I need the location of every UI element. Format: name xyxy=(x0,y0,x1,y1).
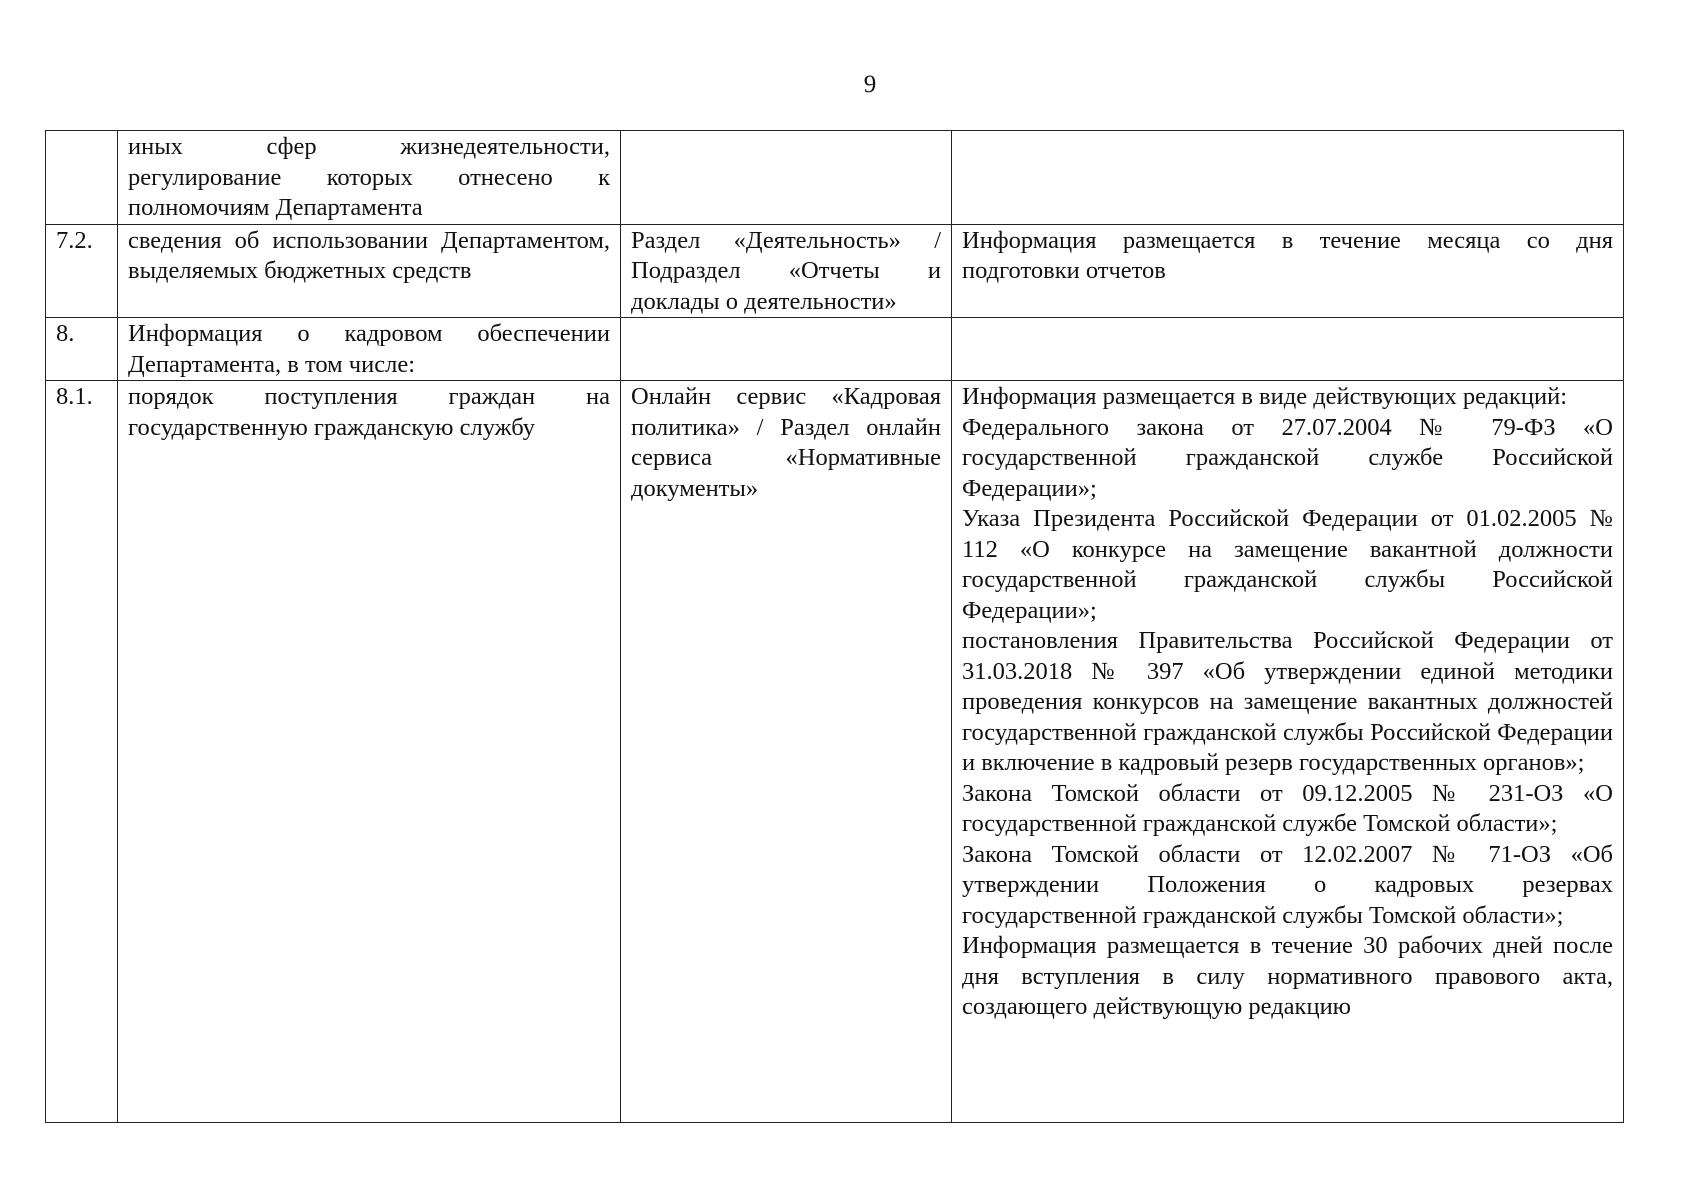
row-location-cell xyxy=(621,131,952,225)
terms-paragraph: Закона Томской области от 09.12.2005 № 231-ОЗ «О государственной гражданской службе Томской области»; xyxy=(962,779,1613,837)
page-number: 9 xyxy=(863,71,877,98)
row-description-cell: сведения об использовании Департаментом, выделяемых бюджетных средств xyxy=(118,224,621,318)
table-row xyxy=(46,131,1624,225)
row-location-cell xyxy=(621,318,952,381)
disclosure-table xyxy=(45,130,1624,1123)
terms-paragraph: Указа Президента Российской Федерации от 01.02.2005 № 112 «О конкурсе на замещение вакантной должности государственной гражданской службы Российской Федерации»; xyxy=(962,505,1613,624)
row-description-cell: иных сфер жизнедеятельности, регулирование которых отнесено к полномочиям Департамента xyxy=(118,131,621,225)
table-row xyxy=(46,318,1624,381)
terms-paragraph: Федерального закона от 27.07.2004 № 79-ФЗ «О государственной гражданской службе Российской Федерации»; xyxy=(962,413,1613,502)
row-number-cell xyxy=(46,131,118,225)
terms-paragraph: Информация размещается в течение 30 рабочих дней после дня вступления в силу нормативного правового акта, создающего действующую редакцию xyxy=(962,932,1613,1020)
terms-paragraph: постановления Правительства Российской Федерации от 31.03.2018 № 397 «Об утверждении единой методики проведения конкурсов на замещение вакантных должностей государственной гражданской службы Российской Федерации и включение в кадровый резерв государственных органов»; xyxy=(962,627,1613,776)
row-location-cell: Раздел «Деятельность» / Подраздел «Отчеты и доклады о деятельности» xyxy=(621,224,952,318)
row-terms-cell xyxy=(952,318,1624,381)
terms-paragraph: Информация размещается в течение месяца со дня подготовки отчетов xyxy=(962,226,1613,284)
row-terms-cell xyxy=(952,224,1624,318)
table-row xyxy=(46,224,1624,318)
row-terms-cell xyxy=(952,131,1624,225)
row-description-cell: Информация о кадровом обеспечении Департамента, в том числе: xyxy=(118,318,621,381)
row-location-cell: Онлайн сервис «Кадровая политика» / Раздел онлайн сервиса «Нормативные документы» xyxy=(621,381,952,1123)
row-number-cell: 8.1. xyxy=(46,381,118,1123)
table-row xyxy=(46,381,1624,1123)
row-number-cell: 8. xyxy=(46,318,118,381)
row-number-cell: 7.2. xyxy=(46,224,118,318)
terms-paragraph: Закона Томской области от 12.02.2007 № 71-ОЗ «Об утверждении Положения о кадровых резервах государственной гражданской службы Томской области»; xyxy=(962,840,1613,929)
row-description-cell: порядок поступления граждан на государственную гражданскую службу xyxy=(118,381,621,1123)
terms-paragraph: Информация размещается в виде действующих редакций: xyxy=(962,383,1568,410)
row-terms-cell xyxy=(952,381,1624,1123)
terms-content xyxy=(962,382,1613,1120)
